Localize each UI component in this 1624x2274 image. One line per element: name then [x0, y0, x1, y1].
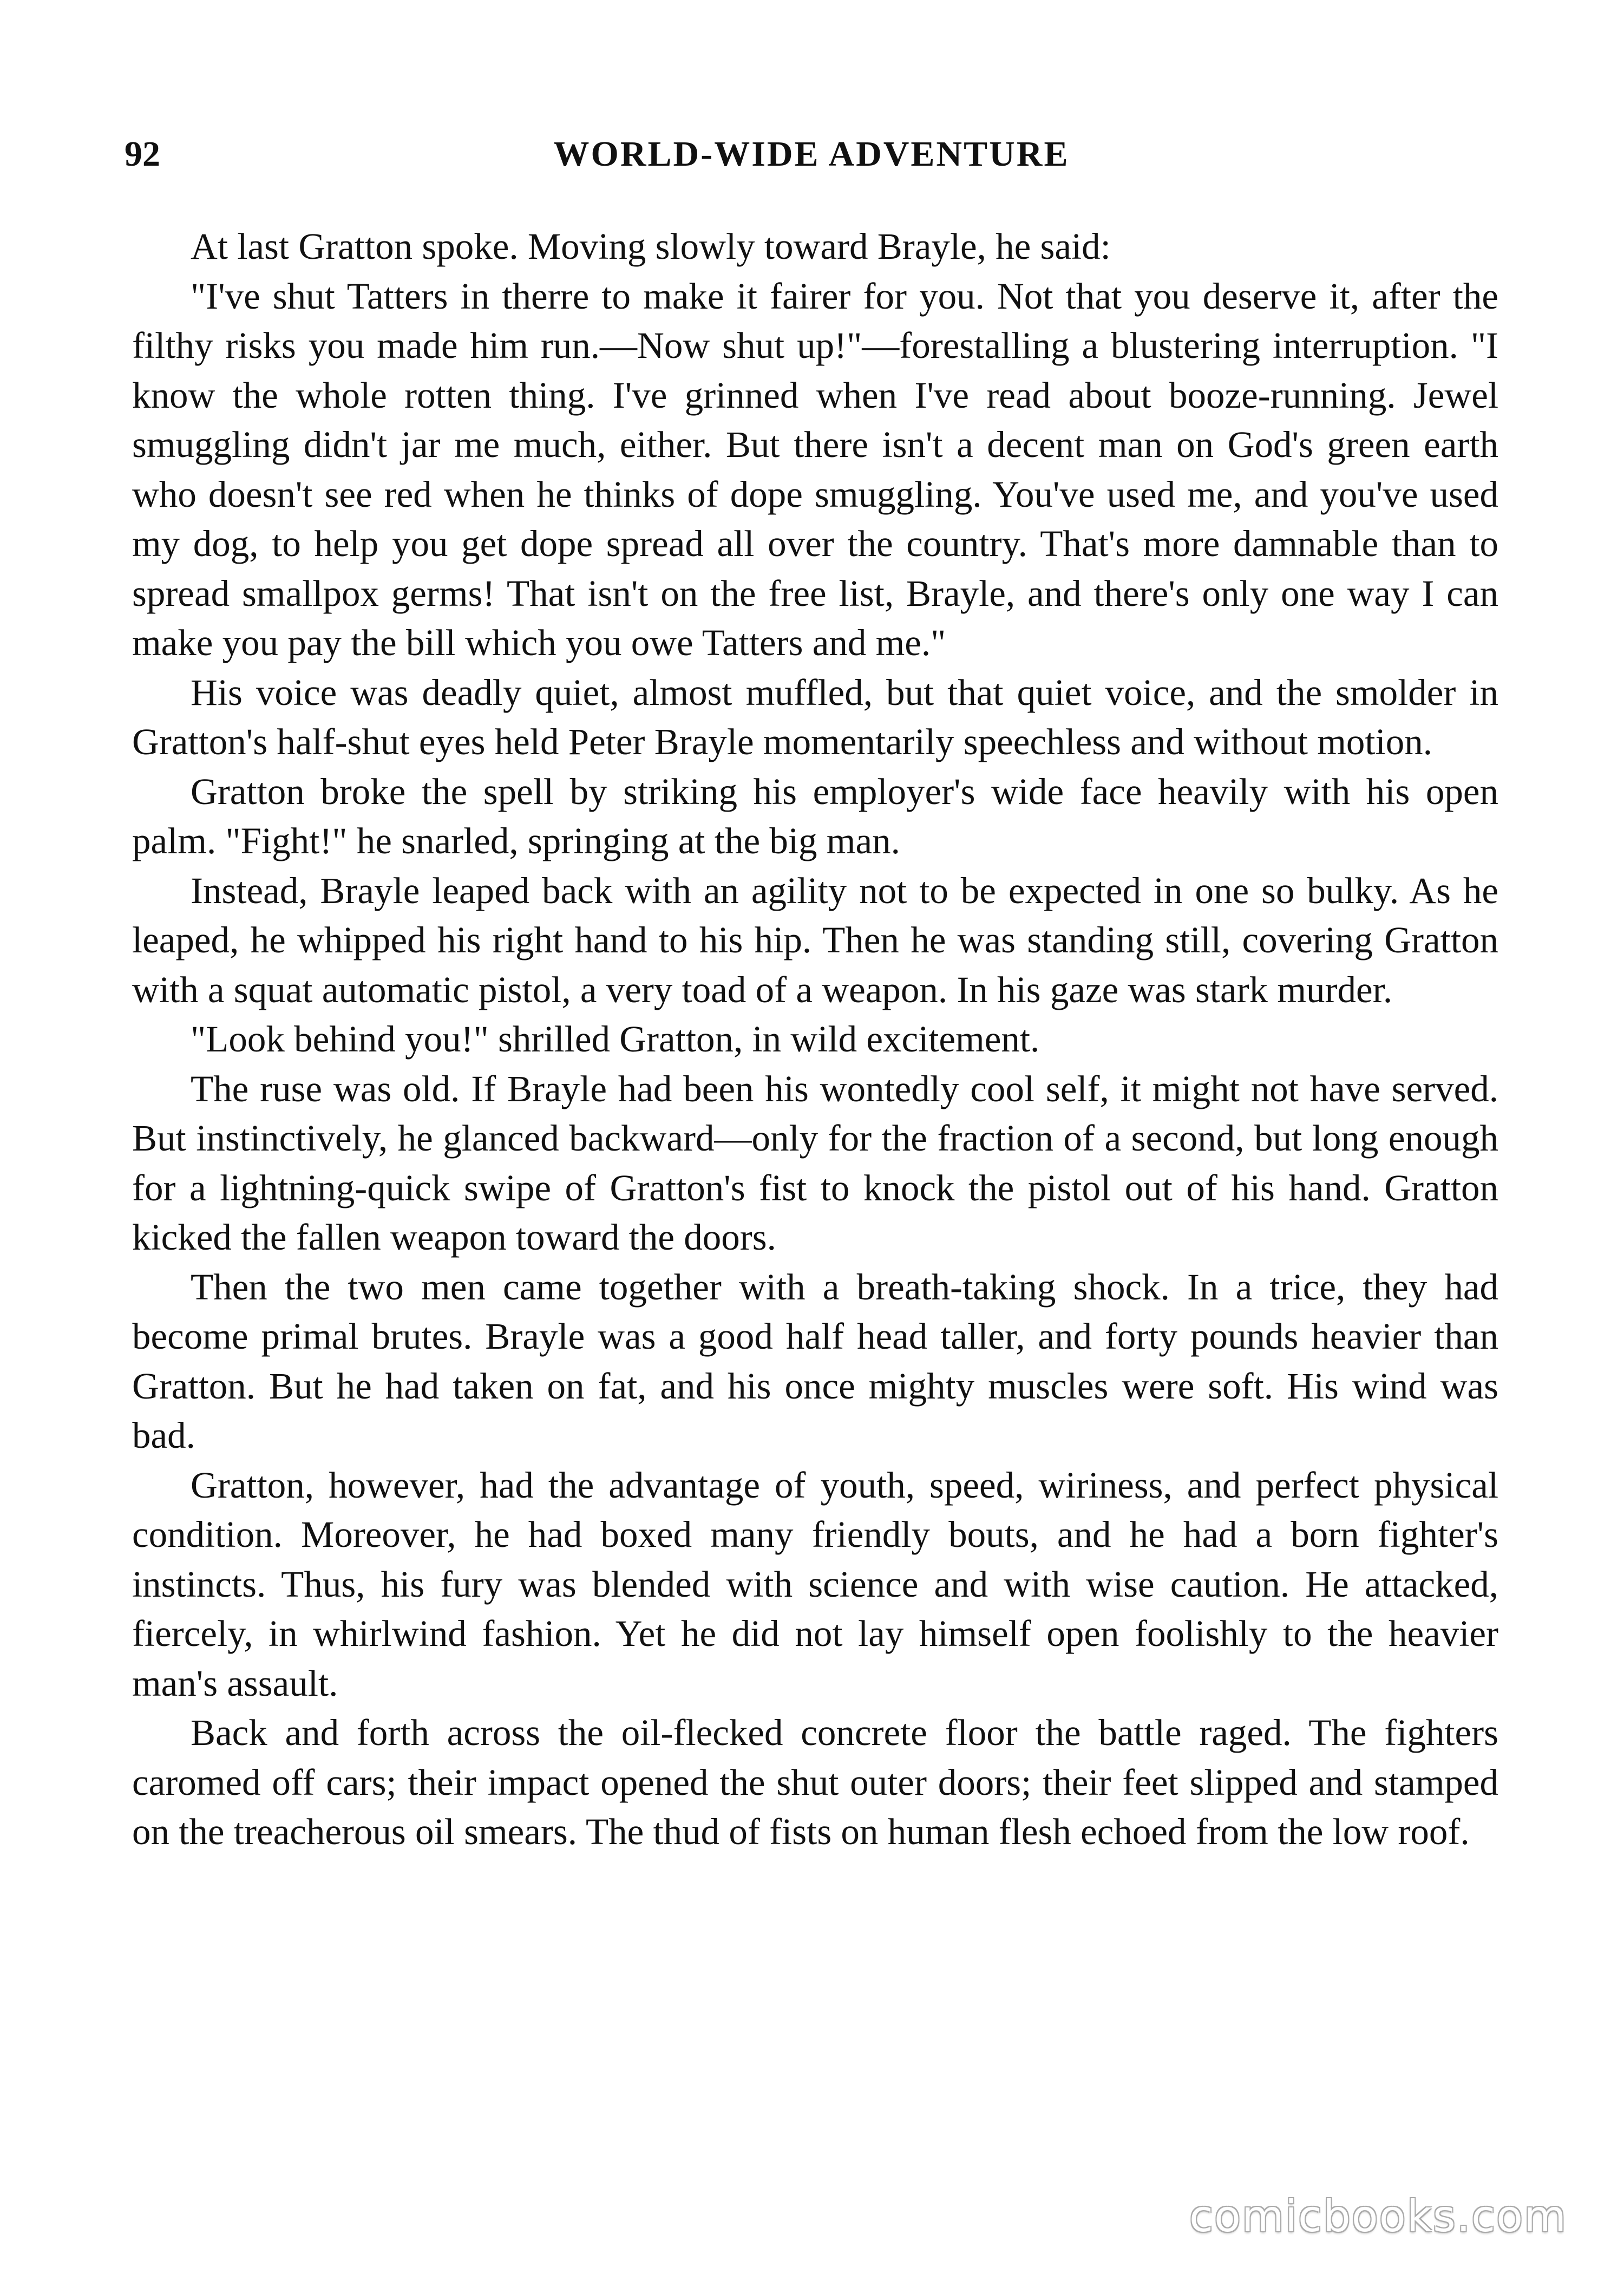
- page-number: 92: [125, 134, 160, 174]
- watermark: comicbooks.com: [1189, 2191, 1567, 2242]
- running-head: WORLD-WIDE ADVENTURE: [553, 134, 1070, 174]
- paragraph: Instead, Brayle leaped back with an agility not to be expected in one so bulky. As he leaped, he whipped his right hand to his hip. Then he was standing still, covering Gratton with a squat automatic pistol, a very toad of a weapon. In his gaze was stark murder.: [132, 870, 1498, 1010]
- paragraph: His voice was deadly quiet, almost muffled, but that quiet voice, and the smolder in Gratton's half-shut eyes held Peter Brayle momentarily speechless and without motion.: [132, 671, 1498, 762]
- paragraph: Gratton, however, had the advantage of youth, speed, wiriness, and perfect physical condition. Moreover, he had boxed many friendly bouts, and he had a born fighter's instincts. Thus, his fury was blended with science and with wise caution. He attacked, fiercely, in whirlwind fashion. Yet he did not lay himself open foolishly to the heavier man's assault.: [132, 1464, 1498, 1704]
- paragraph: Back and forth across the oil-flecked concrete floor the battle raged. The fighters caromed off cars; their impact opened the shut outer doors; their feet slipped and stamped on the treacherous oil smears. The thud of fists on human flesh echoed from the low roof.: [132, 1712, 1498, 1852]
- paragraph: "I've shut Tatters in therre to make it fairer for you. Not that you deserve it, after the filthy risks you made him run.—Now shut up!"—forestalling a blustering interruption. "I know the whole rotten thing. I've grinned when I've read about booze-running. Jewel smuggling didn't jar me much, either. But there isn't a decent man on God's green earth who doesn't see red when he thinks of dope smuggling. You've used me, and you've used my dog, to help you get dope spread all over the country. That's more damnable than to spread smallpox germs! That isn't on the free list, Brayle, and there's only one way I can make you pay the bill which you owe Tatters and me.": [132, 275, 1498, 663]
- paragraph: Then the two men came together with a breath-taking shock. In a trice, they had become primal brutes. Brayle was a good half head taller, and forty pounds heavier than Gratton. But he had taken on fat, and his once mighty muscles were soft. His wind was bad.: [132, 1266, 1498, 1456]
- page-header: [125, 125, 1498, 184]
- paragraph: Gratton broke the spell by striking his employer's wide face heavily with his open palm. "Fight!" he snarled, springing at the big man.: [132, 770, 1498, 861]
- paragraph: "Look behind you!" shrilled Gratton, in wild excitement.: [191, 1018, 1040, 1060]
- paragraph: At last Gratton spoke. Moving slowly toward Brayle, he said:: [191, 226, 1111, 267]
- paragraph: The ruse was old. If Brayle had been his wontedly cool self, it might not have served. But instinctively, he glanced backward—only for the fraction of a second, but long enough for a lightning-quick swipe of Gratton's fist to knock the pistol out of his hand. Gratton kicked the fallen weapon toward the doors.: [132, 1068, 1498, 1258]
- body-text: [132, 222, 1498, 1857]
